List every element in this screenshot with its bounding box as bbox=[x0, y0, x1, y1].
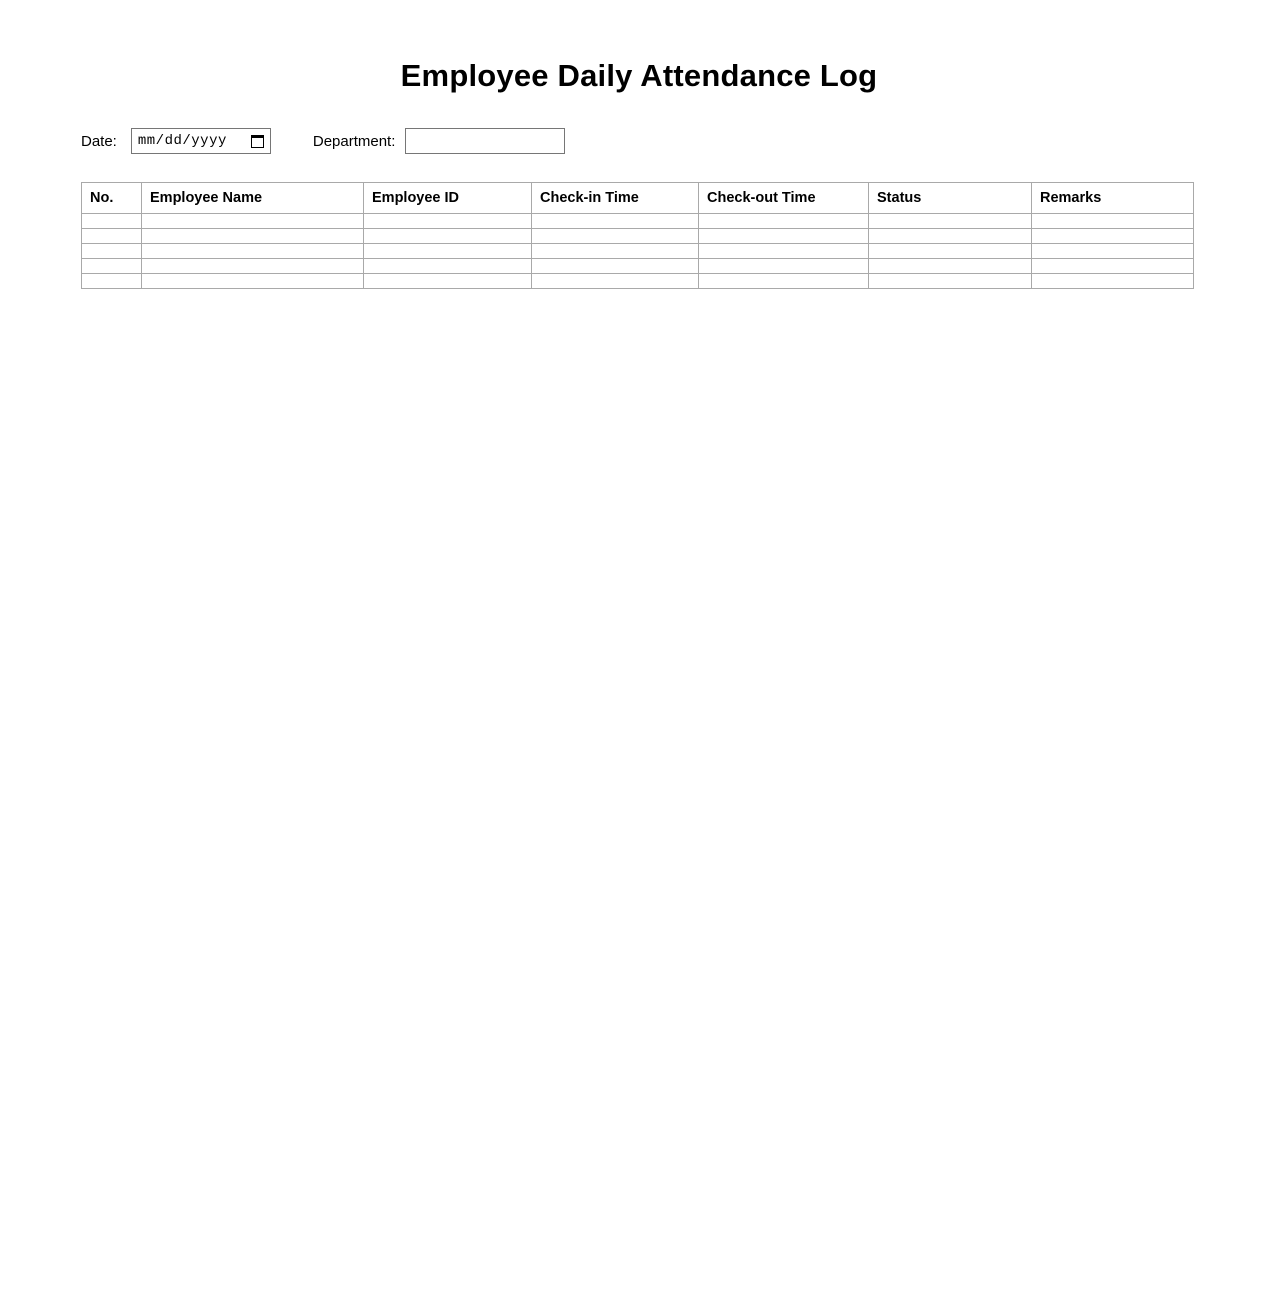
cell-employee-name[interactable] bbox=[142, 214, 364, 229]
cell-remarks[interactable] bbox=[1032, 214, 1194, 229]
cell-employee-name[interactable] bbox=[142, 229, 364, 244]
column-header-check-in-time: Check-in Time bbox=[532, 183, 699, 214]
cell-remarks[interactable] bbox=[1032, 274, 1194, 289]
table-row bbox=[82, 214, 1194, 229]
date-input-text: mm/dd/yyyy bbox=[137, 133, 227, 149]
cell-check-out-time[interactable] bbox=[699, 214, 869, 229]
cell-check-out-time[interactable] bbox=[699, 244, 869, 259]
cell-remarks[interactable] bbox=[1032, 244, 1194, 259]
cell-employee-id[interactable] bbox=[364, 259, 532, 274]
cell-status[interactable] bbox=[869, 214, 1032, 229]
cell-check-out-time[interactable] bbox=[699, 274, 869, 289]
table-row bbox=[82, 244, 1194, 259]
cell-check-out-time[interactable] bbox=[699, 229, 869, 244]
cell-status[interactable] bbox=[869, 244, 1032, 259]
column-header-employee-id: Employee ID bbox=[364, 183, 532, 214]
cell-no[interactable] bbox=[82, 259, 142, 274]
calendar-icon[interactable] bbox=[251, 135, 264, 148]
meta-row bbox=[0, 128, 1278, 154]
cell-check-out-time[interactable] bbox=[699, 259, 869, 274]
cell-check-in-time[interactable] bbox=[532, 259, 699, 274]
column-header-remarks: Remarks bbox=[1032, 183, 1194, 214]
table-row bbox=[82, 274, 1194, 289]
cell-remarks[interactable] bbox=[1032, 229, 1194, 244]
cell-no[interactable] bbox=[82, 214, 142, 229]
cell-no[interactable] bbox=[82, 244, 142, 259]
document-page bbox=[0, 0, 1278, 289]
table-header-row bbox=[82, 183, 1194, 214]
cell-employee-name[interactable] bbox=[142, 259, 364, 274]
attendance-table bbox=[81, 182, 1194, 289]
cell-status[interactable] bbox=[869, 229, 1032, 244]
cell-employee-id[interactable] bbox=[364, 244, 532, 259]
cell-no[interactable] bbox=[82, 274, 142, 289]
cell-check-in-time[interactable] bbox=[532, 214, 699, 229]
column-header-no: No. bbox=[82, 183, 142, 214]
date-label: Date: bbox=[81, 132, 117, 150]
cell-remarks[interactable] bbox=[1032, 259, 1194, 274]
column-header-check-out-time: Check-out Time bbox=[699, 183, 869, 214]
cell-employee-id[interactable] bbox=[364, 214, 532, 229]
cell-employee-id[interactable] bbox=[364, 229, 532, 244]
table-row bbox=[82, 259, 1194, 274]
cell-check-in-time[interactable] bbox=[532, 274, 699, 289]
column-header-employee-name: Employee Name bbox=[142, 183, 364, 214]
cell-employee-name[interactable] bbox=[142, 274, 364, 289]
department-input[interactable] bbox=[405, 128, 565, 154]
date-input[interactable] bbox=[131, 128, 271, 154]
table-row bbox=[82, 229, 1194, 244]
cell-check-in-time[interactable] bbox=[532, 229, 699, 244]
column-header-status: Status bbox=[869, 183, 1032, 214]
cell-check-in-time[interactable] bbox=[532, 244, 699, 259]
cell-status[interactable] bbox=[869, 274, 1032, 289]
department-label: Department: bbox=[312, 132, 396, 150]
cell-employee-id[interactable] bbox=[364, 274, 532, 289]
page-title: Employee Daily Attendance Log bbox=[400, 58, 878, 93]
cell-status[interactable] bbox=[869, 259, 1032, 274]
cell-no[interactable] bbox=[82, 229, 142, 244]
cell-employee-name[interactable] bbox=[142, 244, 364, 259]
